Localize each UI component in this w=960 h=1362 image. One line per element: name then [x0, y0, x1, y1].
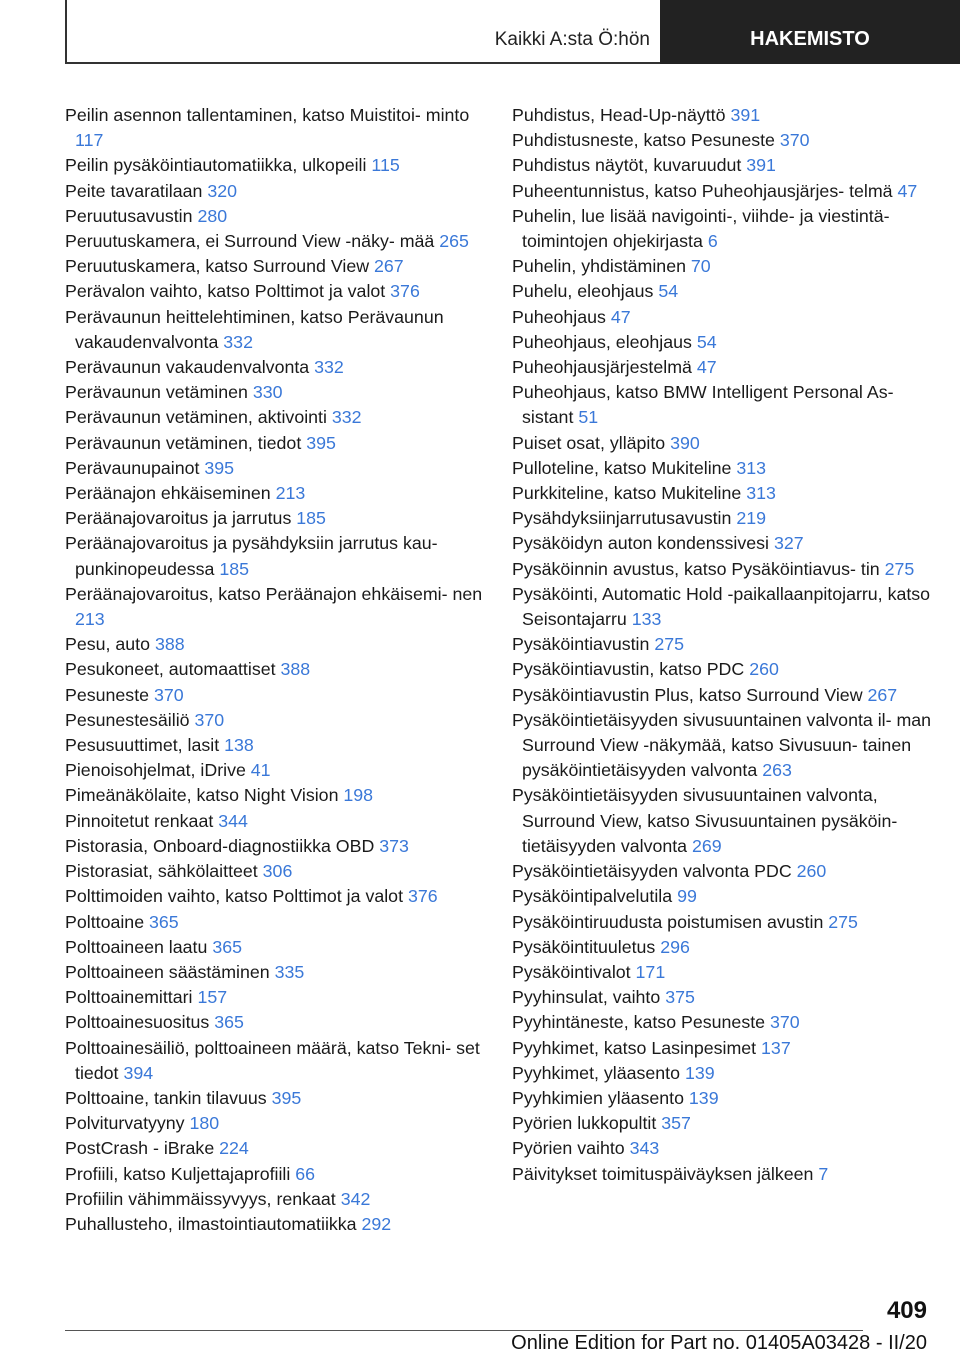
- index-entry-text: Puhelu, eleohjaus: [512, 281, 659, 302]
- index-entry: [65, 1036, 485, 1086]
- index-entry: [512, 456, 932, 481]
- page-link[interactable]: 332: [314, 357, 344, 378]
- page-link[interactable]: 375: [665, 987, 695, 1008]
- index-entry: [65, 708, 485, 733]
- index-entry-text: Pysäköintietäisyyden sivusuuntainen valvonta il- man Surround View -näkymää, katso Sivusuun- tainen pysäköintietäisyyden valvonta: [512, 709, 932, 781]
- index-entry-text: Profiilin vähimmäissyvyys, renkaat: [65, 1188, 341, 1209]
- index-entry: [65, 179, 485, 204]
- index-entry-text: Polttoaineen laatu: [65, 936, 213, 957]
- index-entry-text: Pulloteline, katso Mukiteline: [512, 457, 737, 478]
- index-entry-text: Perävaunupainot: [65, 457, 205, 478]
- page-link[interactable]: 275: [884, 558, 915, 579]
- page-link[interactable]: 391: [746, 155, 776, 176]
- index-entry: [65, 758, 485, 783]
- index-entry: [512, 657, 932, 682]
- index-entry: [512, 708, 932, 784]
- page-link[interactable]: 51: [578, 407, 599, 428]
- index-entry: [65, 380, 485, 405]
- page-link[interactable]: 139: [688, 1087, 719, 1108]
- index-entry-text: Pysäköinnin avustus, katso Pysäköintiavus- tin: [512, 558, 885, 579]
- index-entry-text: Puheohjaus, katso BMW Intelligent Personal As- sistant: [512, 382, 894, 428]
- index-entry-text: Pistorasia, Onboard-diagnostiikka OBD: [65, 835, 380, 856]
- index-entry-text: Pysäköinti, Automatic Hold -paikallaanpitojarru, katso Seisontajarru: [512, 583, 931, 630]
- index-entry: [65, 153, 485, 178]
- index-entry: [65, 204, 485, 229]
- index-entry: [65, 985, 485, 1010]
- index-entry-text: Puheohjausjärjestelmä: [512, 357, 697, 378]
- page-link[interactable]: 370: [153, 684, 184, 705]
- page-link[interactable]: 335: [274, 961, 305, 982]
- index-entry: [65, 355, 485, 380]
- index-entry-text: Pysäköintiavustin, katso PDC: [512, 659, 750, 680]
- index-entry: [512, 1010, 932, 1035]
- page-link[interactable]: 198: [343, 785, 374, 806]
- page-link[interactable]: 376: [407, 886, 438, 907]
- index-entry-text: Puheohjaus: [512, 306, 611, 327]
- page-link[interactable]: 133: [631, 609, 662, 630]
- page-link[interactable]: 213: [75, 609, 105, 630]
- index-entry-text: Peräänajovaroitus ja pysähdyksiin jarrutus kau- punkinopeudessa: [65, 533, 438, 579]
- index-entry: [65, 910, 485, 935]
- page-link[interactable]: 395: [204, 457, 235, 478]
- index-entry-text: Pysäköintiruudusta poistumisen avustin: [512, 911, 829, 932]
- index-entry: [65, 733, 485, 758]
- index-entry: [65, 531, 485, 581]
- index-entry-text: Pienoisohjelmat, iDrive: [65, 760, 251, 781]
- page-link[interactable]: 275: [654, 634, 684, 655]
- page-link[interactable]: 376: [390, 281, 420, 302]
- index-entry: [65, 783, 485, 808]
- index-entry-text: Polttoaineen säästäminen: [65, 961, 275, 982]
- index-entry: [512, 431, 932, 456]
- index-entry: [512, 960, 932, 985]
- index-entry: [65, 431, 485, 456]
- index-entry: [512, 506, 932, 531]
- index-entry: [65, 884, 485, 909]
- page-link[interactable]: 365: [212, 936, 242, 957]
- page-link[interactable]: 332: [331, 407, 362, 428]
- index-entry: [512, 1061, 932, 1086]
- page-link[interactable]: 6: [707, 231, 718, 252]
- page-link[interactable]: 267: [867, 684, 898, 705]
- index-entry-text: Puhelin, lue lisää navigointi-, viihde- ja viestintä- toimintojen ohjekirjasta: [512, 205, 890, 252]
- index-entry: [65, 305, 485, 355]
- index-entry-text: Puiset osat, ylläpito: [512, 432, 671, 453]
- page-link[interactable]: 185: [219, 558, 250, 579]
- index-entry-text: Peräänajovaroitus, katso Peräänajon ehkäisemi- nen: [65, 583, 483, 604]
- index-entry-text: Perävaunun vetäminen, aktivointi: [65, 407, 332, 428]
- page-link[interactable]: 139: [684, 1062, 715, 1083]
- page-link[interactable]: 263: [762, 760, 792, 781]
- index-entry: [512, 910, 932, 935]
- index-entry-text: Puhdistusneste, katso Pesuneste: [512, 130, 780, 151]
- index-entry: [512, 355, 932, 380]
- index-entry-text: Pesunestesäiliö: [65, 709, 195, 730]
- index-entry: [65, 1086, 485, 1111]
- page-link[interactable]: 267: [374, 256, 404, 277]
- index-entry-text: Puhelin, yhdistäminen: [512, 256, 691, 277]
- index-entry: [65, 405, 485, 430]
- page-link[interactable]: 388: [280, 659, 311, 680]
- index-entry: [65, 279, 485, 304]
- index-entry-text: Polttoainesäiliö, polttoaineen määrä, katso Tekni- set tiedot: [65, 1037, 480, 1083]
- index-entry-text: Polttoainemittari: [65, 987, 198, 1008]
- page-link[interactable]: 117: [75, 130, 104, 151]
- page-link[interactable]: 54: [696, 331, 717, 352]
- index-entry: [512, 254, 932, 279]
- page-link[interactable]: 224: [219, 1138, 249, 1159]
- page-link[interactable]: 260: [796, 861, 827, 882]
- index-entry-text: Pyyhkimien yläasento: [512, 1087, 689, 1108]
- index-entry-text: Pesukoneet, automaattiset: [65, 659, 281, 680]
- index-entry: [512, 935, 932, 960]
- index-entry-text: Pysäköidyn auton kondenssivesi: [512, 533, 774, 554]
- index-entry-text: Peräänajovaroitus ja jarrutus: [65, 508, 297, 529]
- index-entry: [512, 305, 932, 330]
- index-entry: [512, 204, 932, 254]
- page-link[interactable]: 370: [779, 130, 810, 151]
- index-entry-text: Polttoaine, tankin tilavuus: [65, 1087, 272, 1108]
- header-left-rule: [65, 0, 67, 62]
- index-entry: [512, 531, 932, 556]
- page-link[interactable]: 390: [670, 432, 700, 453]
- index-entry: [65, 1212, 485, 1237]
- index-entry-text: Perävalon vaihto, katso Polttimot ja valot: [65, 281, 391, 302]
- page-link[interactable]: 185: [296, 508, 326, 529]
- index-entry: [512, 1136, 932, 1161]
- index-entry-text: Peilin pysäköintiautomatiikka, ulkopeili: [65, 155, 372, 176]
- index-entry-text: Polttimoiden vaihto, katso Polttimot ja valot: [65, 886, 408, 907]
- index-entry-text: Puhallusteho, ilmastointiautomatiikka: [65, 1213, 362, 1234]
- index-entry-text: Perävaunun vakaudenvalvonta: [65, 357, 315, 378]
- index-entry: [65, 582, 485, 632]
- page-link[interactable]: 365: [214, 1012, 244, 1033]
- index-entry: [512, 884, 932, 909]
- index-entry-text: Pyörien lukkopultit: [512, 1113, 662, 1134]
- page-link[interactable]: 180: [189, 1113, 220, 1134]
- index-entry: [65, 859, 485, 884]
- index-entry-text: Puheohjaus, eleohjaus: [512, 331, 697, 352]
- index-entry: [512, 1162, 932, 1187]
- index-entry: [512, 557, 932, 582]
- index-entry: [65, 683, 485, 708]
- index-entry: [512, 153, 932, 178]
- index-entry: [512, 103, 932, 128]
- page-link[interactable]: 357: [661, 1113, 691, 1134]
- page-link[interactable]: 342: [340, 1188, 371, 1209]
- index-entry: [65, 254, 485, 279]
- index-entry: [512, 380, 932, 430]
- index-entry: [512, 330, 932, 355]
- index-entry-text: Pyyhinsulat, vaihto: [512, 987, 666, 1008]
- page-link[interactable]: 157: [197, 987, 228, 1008]
- page-link[interactable]: 306: [262, 861, 293, 882]
- index-entry: [512, 1086, 932, 1111]
- index-entry-text: Pysäköintietäisyyden sivusuuntainen valvonta, Surround View, katso Sivusuuntainen pysäköin- tietäisyyden valvonta: [512, 785, 898, 856]
- index-entry-text: Polviturvatyyny: [65, 1113, 190, 1134]
- index-entry: [512, 1036, 932, 1061]
- index-entry: [512, 1111, 932, 1136]
- index-entry-text: Perävaunun vetäminen, tiedot: [65, 432, 307, 453]
- index-entry-text: Pyyhkimet, katso Lasinpesimet: [512, 1037, 762, 1058]
- index-entry: [65, 809, 485, 834]
- index-entry: [65, 456, 485, 481]
- index-entry: [65, 481, 485, 506]
- index-entry-text: Pesuneste: [65, 684, 154, 705]
- index-entry: [65, 935, 485, 960]
- page-link[interactable]: 327: [773, 533, 804, 554]
- page-link[interactable]: 391: [730, 105, 761, 125]
- page-link[interactable]: 370: [194, 709, 225, 730]
- page-number: 409: [886, 1297, 927, 1324]
- page-link[interactable]: 41: [250, 760, 271, 781]
- page-link[interactable]: 137: [761, 1037, 791, 1058]
- page-link[interactable]: 269: [692, 835, 722, 856]
- index-entry-text: Pysäköintietäisyyden valvonta PDC: [512, 861, 797, 882]
- index-entry-text: Peruutusavustin: [65, 205, 198, 226]
- index-entry-text: Peite tavaratilaan: [65, 180, 208, 201]
- index-entry-text: Puheentunnistus, katso Puheohjausjärjes- telmä: [512, 180, 898, 201]
- page-link[interactable]: 395: [306, 432, 336, 453]
- index-entry-text: Polttoainesuositus: [65, 1012, 215, 1033]
- page-link[interactable]: 7: [818, 1163, 829, 1184]
- page-link[interactable]: 373: [379, 835, 409, 856]
- index-entry: [512, 582, 932, 632]
- page-link[interactable]: 394: [123, 1062, 154, 1083]
- edition-footer: Online Edition for Part no. 01405A03428 - II/20: [511, 1332, 927, 1354]
- index-entry-text: Päivitykset toimituspäiväyksen jälkeen: [512, 1163, 819, 1184]
- index-entry-text: Peilin asennon tallentaminen, katso Muistitoi- minto: [65, 105, 470, 125]
- index-entry: [65, 632, 485, 657]
- page-link[interactable]: 275: [828, 911, 858, 932]
- page-link[interactable]: 320: [207, 180, 238, 201]
- index-entry-text: Pysäköintivalot: [512, 961, 636, 982]
- index-entry-text: Pesusuuttimet, lasit: [65, 735, 225, 756]
- index-entry: [65, 1136, 485, 1161]
- page-link[interactable]: 171: [635, 961, 666, 982]
- page-link[interactable]: 370: [770, 1012, 800, 1033]
- index-entry-text: Pysäköintiavustin: [512, 634, 655, 655]
- page-link[interactable]: 54: [658, 281, 679, 302]
- page-link[interactable]: 66: [295, 1163, 316, 1184]
- index-tab[interactable]: [660, 0, 960, 64]
- index-entry-text: Peräänajon ehkäiseminen: [65, 483, 276, 504]
- page-link[interactable]: 296: [660, 936, 690, 957]
- index-entry: [512, 985, 932, 1010]
- index-entry-text: Pysäköintipalvelutila: [512, 886, 678, 907]
- index-entry: [65, 657, 485, 682]
- section-tab-label[interactable]: Kaikki A:sta Ö:hön: [494, 29, 650, 50]
- page-link[interactable]: 280: [197, 205, 228, 226]
- index-entry-text: Peruutuskamera, katso Surround View: [65, 256, 375, 277]
- page-link[interactable]: 344: [218, 810, 248, 831]
- index-entry: [65, 103, 485, 153]
- page-link[interactable]: 343: [629, 1138, 660, 1159]
- page-link[interactable]: 47: [610, 306, 631, 327]
- page-link[interactable]: 99: [677, 886, 697, 907]
- index-entry-text: Profiili, katso Kuljettajaprofiili: [65, 1163, 296, 1184]
- index-entry: [512, 279, 932, 304]
- page-link[interactable]: 47: [897, 180, 918, 201]
- index-entry-text: Peruutuskamera, ei Surround View -näky- mää: [65, 231, 440, 252]
- index-entry: [512, 859, 932, 884]
- page-link[interactable]: 115: [371, 155, 400, 176]
- page-link[interactable]: 219: [736, 508, 767, 529]
- page-link[interactable]: 138: [224, 735, 254, 756]
- index-entry-text: Perävaunun vetäminen: [65, 382, 253, 403]
- index-entry-text: Pistorasiat, sähkölaitteet: [65, 861, 263, 882]
- index-entry: [512, 128, 932, 153]
- page-link[interactable]: 313: [736, 457, 767, 478]
- index-entry: [512, 783, 932, 859]
- page-link[interactable]: 365: [149, 911, 179, 932]
- index-entry: [65, 506, 485, 531]
- index-entry: [65, 960, 485, 985]
- index-column-left: [65, 103, 485, 1237]
- header-bottom-rule: [65, 62, 660, 64]
- index-entry-text: Pimeänäkölaite, katso Night Vision: [65, 785, 344, 806]
- page-link[interactable]: 265: [439, 231, 469, 252]
- index-entry-text: PostCrash - iBrake: [65, 1138, 220, 1159]
- index-entry-text: Pysäköintiavustin Plus, katso Surround View: [512, 684, 868, 705]
- page-link[interactable]: 330: [252, 382, 283, 403]
- index-column-right: [512, 103, 932, 1187]
- page-link[interactable]: 332: [223, 331, 253, 352]
- index-tab-label: HAKEMISTO: [750, 28, 870, 50]
- index-entry: [512, 683, 932, 708]
- index-entry: [512, 179, 932, 204]
- page-link[interactable]: 388: [154, 634, 185, 655]
- page-link[interactable]: 313: [746, 483, 776, 504]
- page-link[interactable]: 47: [696, 357, 717, 378]
- index-entry-text: Pyyhintäneste, katso Pesuneste: [512, 1012, 770, 1033]
- index-entry: [65, 229, 485, 254]
- index-entry-text: Pyyhkimet, yläasento: [512, 1062, 685, 1083]
- index-entry-text: Pysähdyksiinjarrutusavustin: [512, 508, 737, 529]
- index-entry: [65, 1010, 485, 1035]
- index-entry: [512, 632, 932, 657]
- index-entry-text: Pyörien vaihto: [512, 1138, 630, 1159]
- page-link[interactable]: 260: [749, 659, 779, 680]
- index-entry-text: Puhdistus näytöt, kuvaruudut: [512, 155, 747, 176]
- index-entry-text: Pysäköintituuletus: [512, 936, 661, 957]
- index-entry-text: Purkkiteline, katso Mukiteline: [512, 483, 747, 504]
- page-link[interactable]: 70: [690, 256, 711, 277]
- page-link[interactable]: 213: [275, 483, 306, 504]
- index-entry: [65, 1162, 485, 1187]
- page-link[interactable]: 292: [361, 1213, 392, 1234]
- index-entry-text: Puhdistus, Head-Up-näyttö: [512, 105, 731, 125]
- index-entry-text: Pesu, auto: [65, 634, 155, 655]
- index-entry: [512, 481, 932, 506]
- index-entry-text: Pinnoitetut renkaat: [65, 810, 219, 831]
- index-entry: [65, 1187, 485, 1212]
- index-entry: [65, 834, 485, 859]
- page-link[interactable]: 395: [271, 1087, 302, 1108]
- index-entry-text: Polttoaine: [65, 911, 150, 932]
- index-entry: [65, 1111, 485, 1136]
- index-entry-text: Perävaunun heittelehtiminen, katso Perävaunun vakaudenvalvonta: [65, 306, 444, 352]
